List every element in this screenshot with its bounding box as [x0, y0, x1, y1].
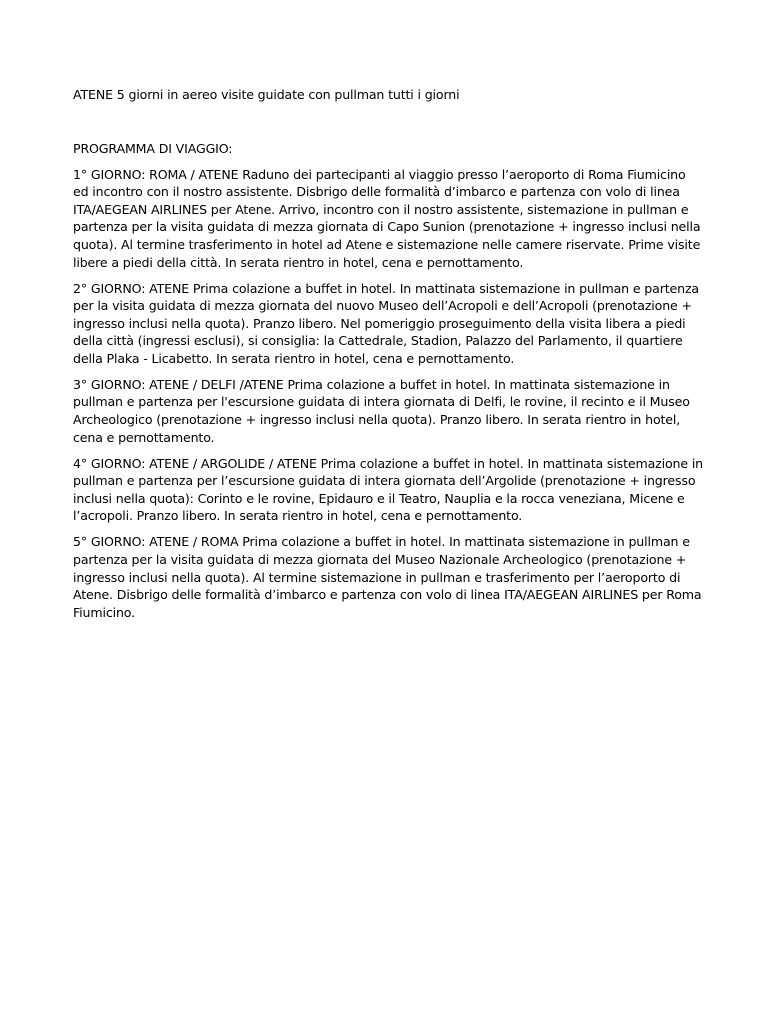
program-heading: PROGRAMMA DI VIAGGIO:: [73, 140, 233, 156]
document-title: ATENE 5 giorni in aereo visite guidate con pullman tutti i giorni: [73, 87, 460, 102]
day-3-paragraph: 3° GIORNO: ATENE / DELFI /ATENE Prima colazione a buffet in hotel. In mattinata sistemazione in pullman e partenza per l'escursione guidata di intera giornata di Delfi, le rovine, il recinto e il Museo Archeologico (prenotazione + ingresso inclusi nella quota). Pranzo libero. In serata rientro in hotel, cena e pernottamento.: [73, 376, 690, 445]
document-body: [73, 86, 703, 621]
day-2-paragraph: 2° GIORNO: ATENE Prima colazione a buffet in hotel. In mattinata sistemazione in pullman e partenza per la visita guidata di mezza giornata del nuovo Museo dell’Acropoli e dell’Acropoli (prenotazione + ingresso inclusi nella quota). Pranzo libero. Nel pomeriggio proseguimento della visita libera a piedi della città (ingressi esclusi), si consiglia: la Cattedrale, Stadion, Palazzo del Parlamento, il quartiere della Plaka - Licabetto. In serata rientro in hotel, cena e pernottamento.: [73, 280, 699, 366]
day-5-paragraph: 5° GIORNO: ATENE / ROMA Prima colazione a buffet in hotel. In mattinata sistemazione in pullman e partenza per la visita guidata di mezza giornata del Museo Nazionale Archeologico (prenotazione + ingresso inclusi nella quota). Al termine sistemazione in pullman e trasferimento per l’aeroporto di Atene. Disbrigo delle formalità d’imbarco e partenza con volo di linea ITA/AEGEAN AIRLINES per Roma Fiumicino.: [73, 534, 702, 620]
day-1-paragraph: 1° GIORNO: ROMA / ATENE Raduno dei partecipanti al viaggio presso l’aeroporto di Roma Fiumicino ed incontro con il nostro assistente. Disbrigo delle formalità d’imbarco e partenza con volo di linea ITA/AEGEAN AIRLINES per Atene. Arrivo, incontro con il nostro assistente, sistemazione in pullman e partenza per la visita guidata di mezza giornata di Capo Sunion (prenotazione + ingresso inclusi nella quota). Al termine trasferimento in hotel ad Atene e sistemazione nelle camere riservate. Prime visite libere a piedi della città. In serata rientro in hotel, cena e pernottamento.: [73, 166, 701, 270]
day-4-paragraph: 4° GIORNO: ATENE / ARGOLIDE / ATENE Prima colazione a buffet in hotel. In mattinata sistemazione in pullman e partenza per l’escursione guidata di intera giornata dell’Argolide (prenotazione + ingresso inclusi nella quota): Corinto e le rovine, Epidauro e il Teatro, Nauplia e la rocca veneziana, Micene e l’acropoli. Pranzo libero. In serata rientro in hotel, cena e pernottamento.: [73, 455, 703, 524]
